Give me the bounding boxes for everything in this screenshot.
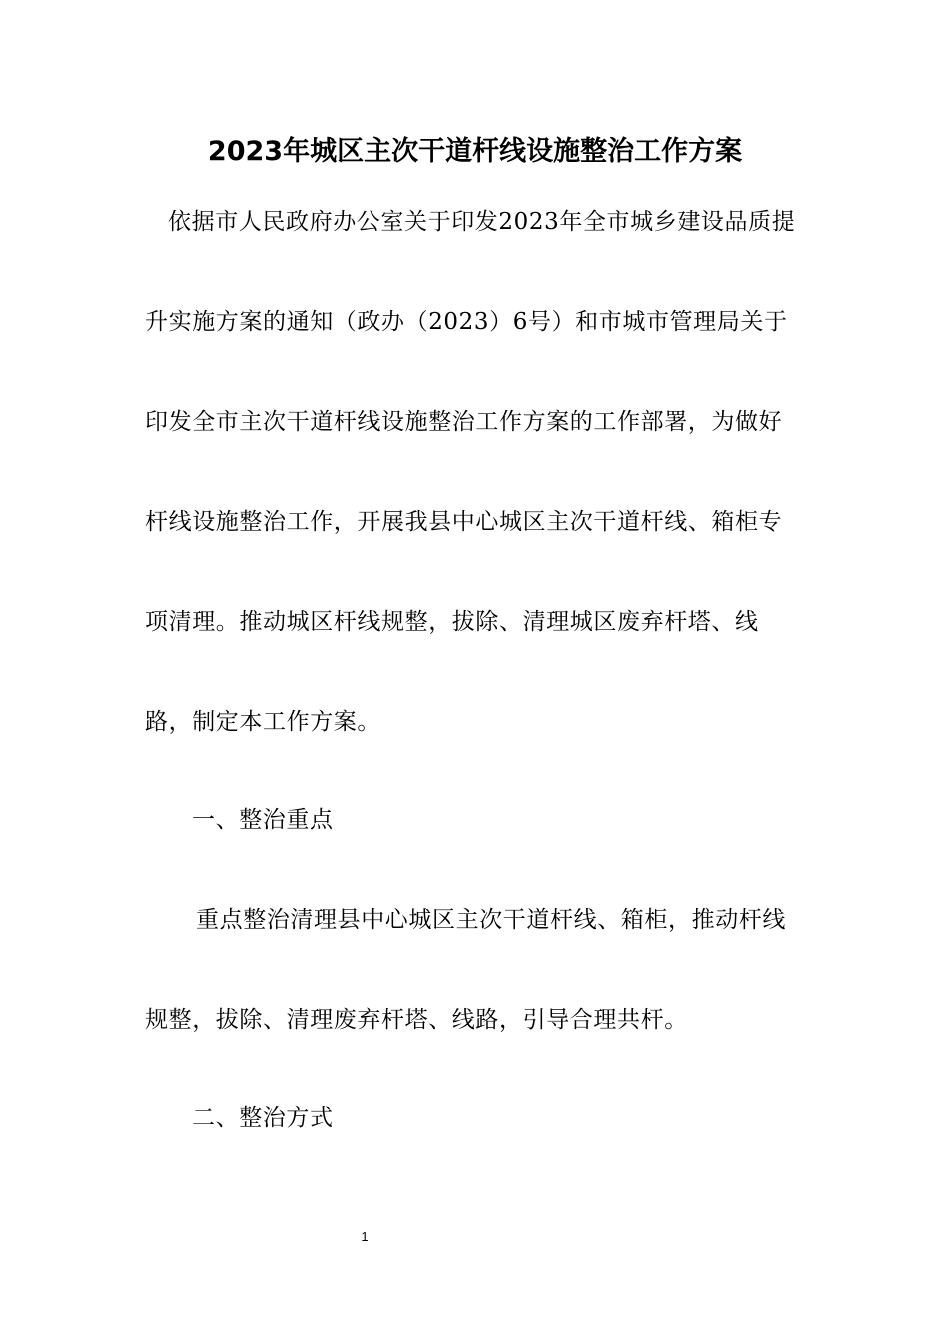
paragraph-line: 重点整治清理县中心城区主次干道杆线、箱柜，推动杆线 <box>196 907 786 933</box>
paragraph-line: 升实施方案的通知（政办（2023）6号）和市城市管理局关于 <box>145 309 788 335</box>
paragraph-line: 项清理。推动城区杆线规整，拔除、清理城区废弃杆塔、线 <box>145 609 759 635</box>
paragraph-line: 杆线设施整治工作，开展我县中心城区主次干道杆线、箱柜专 <box>145 509 783 535</box>
paragraph-line: 路，制定本工作方案。 <box>145 709 381 735</box>
document-title: 2023年城区主次干道杆线设施整治工作方案 <box>207 136 743 167</box>
section-heading-1: 一、整治重点 <box>192 807 334 833</box>
section-heading-2: 二、整治方式 <box>192 1105 334 1131</box>
page-number: 1 <box>361 1229 369 1244</box>
paragraph-line: 规整，拔除、清理废弃杆塔、线路，引导合理共杆。 <box>145 1007 688 1033</box>
paragraph-line: 印发全市主次干道杆线设施整治工作方案的工作部署，为做好 <box>145 409 783 435</box>
paragraph-line: 依据市人民政府办公室关于印发2023年全市城乡建设品质提 <box>168 209 796 235</box>
